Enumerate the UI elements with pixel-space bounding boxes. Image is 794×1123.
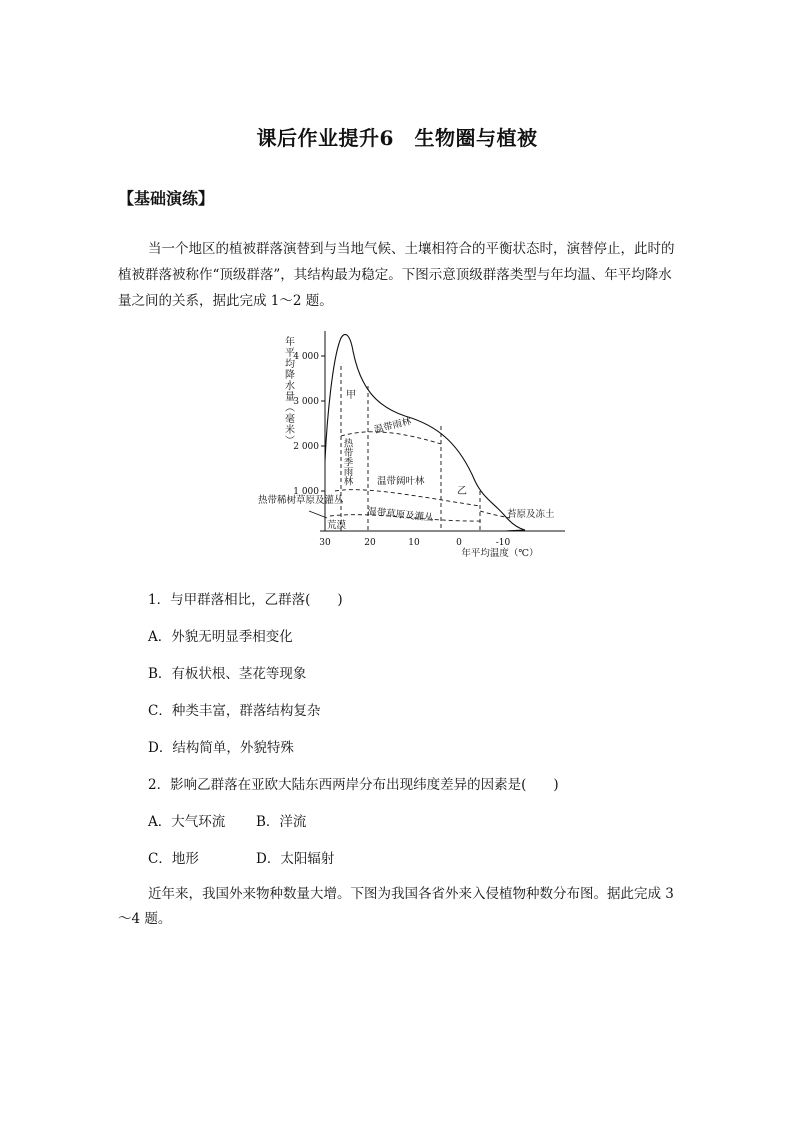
region-label-tundra: 苔原及冻土 xyxy=(507,509,555,520)
question-1-option: B．有板状根、茎花等现象 xyxy=(148,666,307,682)
region-label-temperate-broadleaf: 温带阔叶林 xyxy=(377,476,425,487)
region-label-temperate-grassland: 温带草原及灌丛 xyxy=(366,506,434,524)
y-tick-label: 2 000 xyxy=(293,442,319,452)
region-label-yi: 乙 xyxy=(457,486,467,497)
climax-community-diagram xyxy=(255,326,595,566)
x-tick-label: 0 xyxy=(456,538,462,548)
dashed-boundaries xyxy=(330,366,510,531)
x-tick-label: 30 xyxy=(319,538,331,548)
region-label-temperate-rainforest: 温带雨林 xyxy=(373,416,413,436)
region-label-jia: 甲 xyxy=(346,390,356,401)
page-title: 课后作业提升6 生物圈与植被 xyxy=(256,126,538,150)
savanna-pointer xyxy=(309,511,327,518)
question-2-option: A．大气环流 xyxy=(148,814,226,830)
region-label-desert: 荒漠 xyxy=(327,520,347,531)
x-tick-label: 10 xyxy=(408,538,420,548)
question-1-stem: 1．与甲群落相比，乙群落( ) xyxy=(148,592,343,608)
y-axis-label: 年平均降水量（毫米） xyxy=(282,336,294,446)
y-ticks xyxy=(293,352,325,497)
intro-paragraph: 当一个地区的植被群落演替到与当地气候、土壤相符合的平衡状态时，演替停止，此时的植被群落被称作“顶级群落”，其结构最为稳定。下图示意顶级群落类型与年均温、年平均降水量之间的关系，据此完成 1～2 题。 xyxy=(118,241,675,309)
paragraph-2: 近年来，我国外来物种数量大增。下图为我国各省外来入侵植物种数分布图。据此完成 3～4 题。 xyxy=(118,886,674,927)
x-tick-label: 20 xyxy=(364,538,376,548)
region-label-tropical-monsoon-forest: 热带季雨林 xyxy=(341,438,353,486)
question-2-option: C．地形 xyxy=(148,851,199,867)
y-tick-label: 4 000 xyxy=(293,352,319,362)
y-tick-label: 1 000 xyxy=(293,487,319,497)
region-label-tropical-savanna: 热带稀树草原及灌丛 xyxy=(258,495,344,506)
question-1-option: D．结构简单，外貌特殊 xyxy=(148,740,294,756)
question-2-option: B．洋流 xyxy=(256,814,307,830)
x-axis-label: 年平均温度（℃） xyxy=(461,548,539,559)
question-1-option: C．种类丰富，群落结构复杂 xyxy=(148,703,321,719)
x-ticks xyxy=(319,538,510,548)
question-2-option: D．太阳辐射 xyxy=(256,851,335,867)
question-2-stem: 2．影响乙群落在亚欧大陆东西两岸分布出现纬度差异的因素是( ) xyxy=(148,777,559,793)
section-heading: 【基础演练】 xyxy=(118,189,215,208)
x-tick-label: -10 xyxy=(495,538,511,548)
y-tick-label: 3 000 xyxy=(293,397,319,407)
question-1-option: A．外貌无明显季相变化 xyxy=(148,629,293,645)
